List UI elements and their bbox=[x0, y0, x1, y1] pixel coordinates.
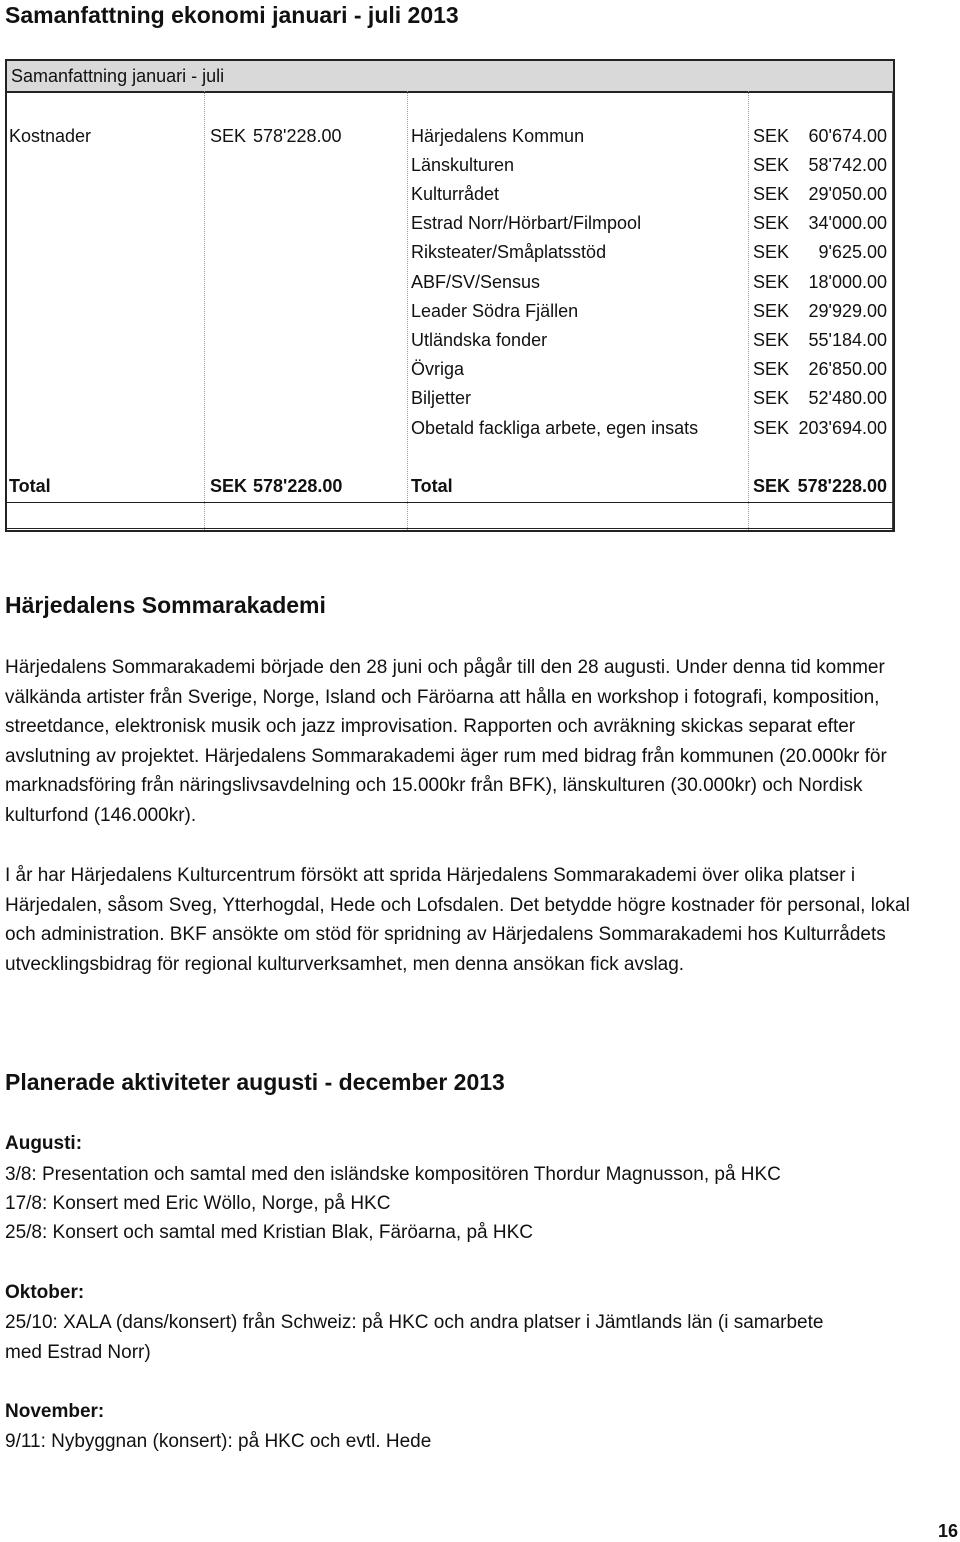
activity-item: med Estrad Norr) bbox=[5, 1342, 151, 1363]
income-currency: SEK bbox=[753, 213, 790, 233]
income-label: Estrad Norr/Hörbart/Filmpool bbox=[411, 213, 642, 233]
cost-label: Kostnader bbox=[9, 126, 92, 146]
grid-line bbox=[892, 91, 893, 530]
total-left-currency: SEK bbox=[210, 476, 248, 496]
income-label: Riksteater/Småplatsstöd bbox=[411, 242, 607, 262]
income-currency: SEK bbox=[753, 155, 790, 175]
income-amount: 58'742.00 bbox=[808, 155, 887, 175]
month-label-oktober: Oktober: bbox=[5, 1282, 85, 1303]
income-amount: 34'000.00 bbox=[808, 213, 887, 233]
activity-item: 3/8: Presentation och samtal med den isländske kompositören Thordur Magnusson, på HKC bbox=[5, 1164, 781, 1185]
page-number: 16 bbox=[937, 1521, 958, 1541]
income-label: Övriga bbox=[411, 359, 465, 379]
total-right-label: Total bbox=[411, 476, 453, 496]
income-label: Leader Södra Fjällen bbox=[411, 301, 579, 321]
activity-item: 25/8: Konsert och samtal med Kristian Blak, Färöarna, på HKC bbox=[5, 1222, 534, 1243]
total-left-amount: 578'228.00 bbox=[253, 476, 343, 496]
income-currency: SEK bbox=[753, 330, 790, 350]
income-currency: SEK bbox=[753, 359, 790, 379]
income-amount: 29'050.00 bbox=[808, 184, 887, 204]
section-heading-planned: Planerade aktiviteter augusti - december 2013 bbox=[5, 1069, 505, 1095]
income-amount: 52'480.00 bbox=[808, 388, 887, 408]
income-amount: 26'850.00 bbox=[808, 359, 887, 379]
total-right-currency: SEK bbox=[753, 476, 791, 496]
income-label: Obetald fackliga arbete, egen insats bbox=[411, 418, 699, 438]
activity-item: 9/11: Nybyggnan (konsert): på HKC och evtl. Hede bbox=[5, 1431, 432, 1452]
income-amount: 60'674.00 bbox=[808, 126, 887, 146]
income-label: ABF/SV/Sensus bbox=[411, 272, 541, 292]
income-label: Utländska fonder bbox=[411, 330, 548, 350]
income-amount: 18'000.00 bbox=[808, 272, 887, 292]
income-currency: SEK bbox=[753, 418, 790, 438]
income-currency: SEK bbox=[753, 184, 790, 204]
total-left-label: Total bbox=[9, 476, 51, 496]
table-header-row bbox=[7, 61, 893, 93]
cost-currency: SEK bbox=[210, 126, 247, 146]
income-label: Härjedalens Kommun bbox=[411, 126, 585, 146]
income-currency: SEK bbox=[753, 272, 790, 292]
total-separator bbox=[7, 502, 893, 503]
cost-amount: 578'228.00 bbox=[253, 126, 342, 146]
activity-item: 25/10: XALA (dans/konsert) från Schweiz: på HKC och andra platser i Jämtlands län (i samarbete bbox=[5, 1312, 824, 1333]
income-amount: 29'929.00 bbox=[808, 301, 887, 321]
income-currency: SEK bbox=[753, 388, 790, 408]
sommarakademi-paragraph-2: I år har Härjedalens Kulturcentrum försökt att sprida Härjedalens Sommarakademi över olika platser i Härjedalen, såsom Sveg, Ytterhogdal, Hede och Lofsdalen. Det betydde högre kostnader för personal, lokal och administration. BKF ansökte om stöd för spridning av Härjedalens Sommarakademi hos Kulturrådets utvecklingsbidrag för regional kulturverksamhet, men denna ansökan fick avslag. bbox=[5, 865, 910, 975]
document-title: Samanfattning ekonomi januari - juli 2013 bbox=[5, 2, 459, 28]
income-currency: SEK bbox=[753, 301, 790, 321]
summary-table bbox=[5, 59, 895, 532]
income-currency: SEK bbox=[753, 242, 790, 262]
total-right-amount: 578'228.00 bbox=[797, 476, 887, 496]
grid-line bbox=[748, 91, 749, 530]
total-separator bbox=[7, 528, 893, 529]
income-label: Länskulturen bbox=[411, 155, 515, 175]
income-amount: 55'184.00 bbox=[808, 330, 887, 350]
grid-line bbox=[204, 91, 205, 530]
sommarakademi-paragraph-1: Härjedalens Sommarakademi började den 28 juni och pågår till den 28 augusti. Under denna tid kommer välkända artister från Sverige, Norge, Island och Färöarna att hålla en workshop i fotografi, komposition, streetdance, elektronisk musik och jazz improvisation. Rapporten och avräkning skickas separat efter avslutning av projektet. Härjedalens Sommarakademi äger rum med bidrag från kommunen (20.000kr för marknadsföring från näringslivsavdelning och 15.000kr från BFK), länskulturen (30.000kr) och Nordisk kulturfond (146.000kr). bbox=[5, 657, 887, 826]
activity-item: 17/8: Konsert med Eric Wöllo, Norge, på HKC bbox=[5, 1193, 391, 1214]
income-label: Kulturrådet bbox=[411, 184, 500, 204]
section-heading-sommarakademi: Härjedalens Sommarakademi bbox=[5, 592, 326, 618]
income-amount: 9'625.00 bbox=[818, 242, 887, 262]
month-label-november: November: bbox=[5, 1401, 105, 1422]
table-header: Samanfattning januari - juli bbox=[11, 66, 225, 86]
income-currency: SEK bbox=[753, 126, 790, 146]
income-amount: 203'694.00 bbox=[798, 418, 887, 438]
month-label-augusti: Augusti: bbox=[5, 1133, 83, 1154]
income-label: Biljetter bbox=[411, 388, 472, 408]
grid-line bbox=[407, 91, 408, 530]
